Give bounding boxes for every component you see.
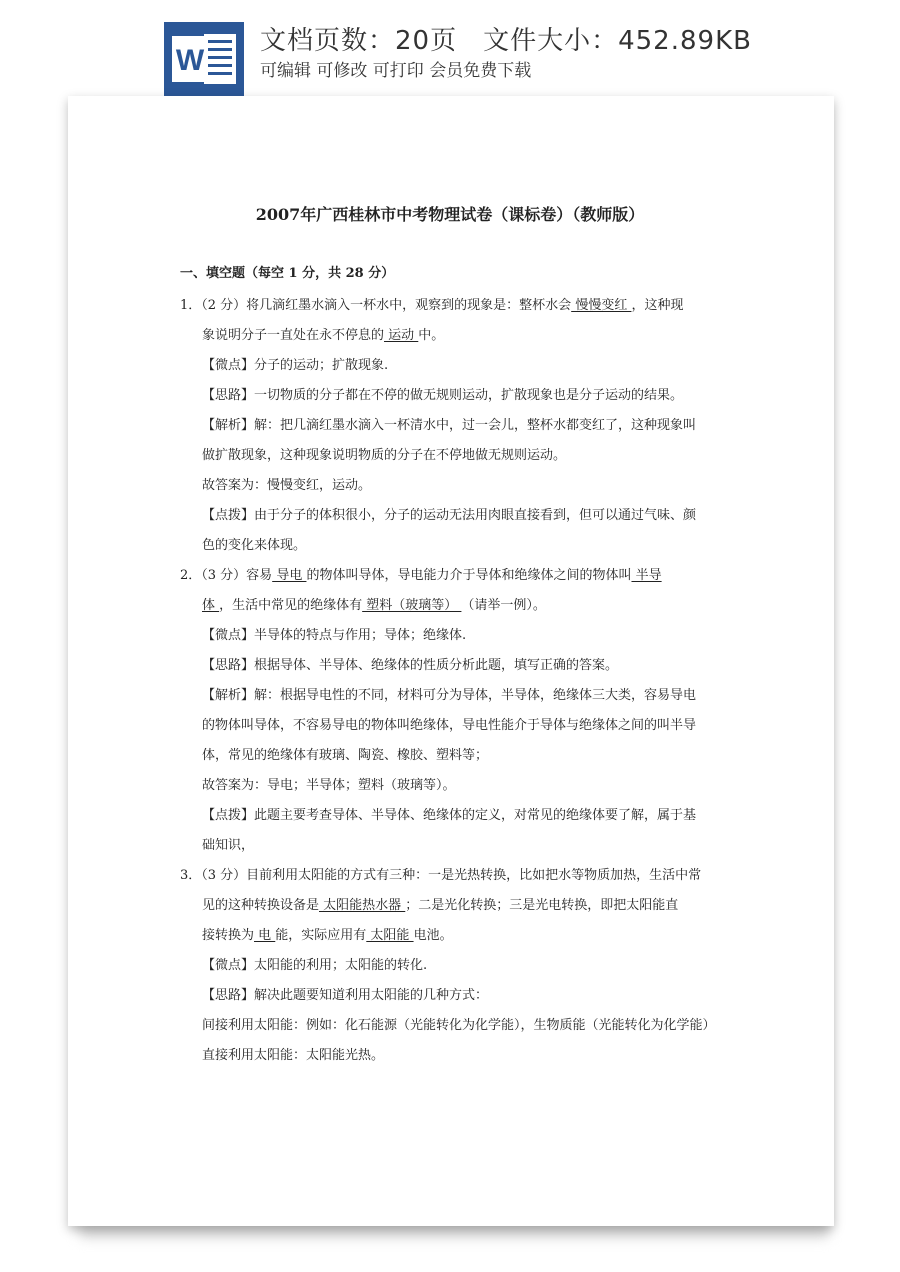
q2-answer: 故答案为：导电；半导体；塑料（玻璃等）。 — [202, 778, 456, 793]
q3-example-1: 间接利用太阳能：例如：化石能源（光能转化为化学能），生物质能（光能转化为化学能） — [202, 1018, 716, 1033]
word-document-icon — [164, 22, 244, 96]
q3-silu: 【思路】解决此题要知道利用太阳能的几种方式： — [202, 988, 489, 1003]
q2-weidian: 【微点】半导体的特点与作用；导体；绝缘体. — [202, 628, 467, 643]
q3-text: 能，实际应用有 — [275, 928, 367, 943]
q1-dianbo-1: 【点拨】由于分子的体积很小，分子的运动无法用肉眼直接看到，但可以通过气味、颜 — [202, 508, 697, 523]
q2-jiexi-2: 的物体叫导体，不容易导电的物体叫绝缘体，导电性能介于导体与绝缘体之间的叫半导 — [202, 718, 697, 733]
doc-title: 2007年广西桂林市中考物理试卷（课标卷）（教师版） — [255, 205, 645, 224]
q1-text: 中。 — [418, 328, 445, 343]
q2-answer-2: 半导 — [631, 568, 662, 583]
q1-silu: 【思路】一切物质的分子都在不停的做无规则运动，扩散现象也是分子运动的结果。 — [202, 388, 684, 403]
word-icon-letter: W — [175, 44, 205, 77]
q2-silu: 【思路】根据导体、半导体、绝缘体的性质分析此题，填写正确的答案。 — [202, 658, 619, 673]
q2-text: （请举一例）。 — [461, 598, 546, 613]
q1-dianbo-2: 色的变化来体现。 — [202, 538, 307, 553]
q2-line1 — [180, 568, 662, 584]
q2-jiexi-3: 体，常见的绝缘体有玻璃、陶瓷、橡胶、塑料等； — [202, 748, 489, 763]
q2-answer-1: 导电 — [272, 568, 307, 583]
q3-text: 接转换为 — [202, 928, 255, 943]
q1-weidian: 【微点】分子的运动；扩散现象. — [202, 358, 389, 373]
q1-jiexi-1: 【解析】解：把几滴红墨水滴入一杯清水中，过一会儿，整杯水都变红了，这种现象叫 — [202, 418, 697, 433]
q2-dianbo-1: 【点拨】此题主要考查导体、半导体、绝缘体的定义，对常见的绝缘体要了解，属于基 — [202, 808, 697, 823]
q2-jiexi-1: 【解析】解：根据导电性的不同，材料可分为导体，半导体，绝缘体三大类，容易导电 — [202, 688, 697, 703]
q1-answer: 故答案为：慢慢变红，运动。 — [202, 478, 372, 493]
q3-line1: 3．（3 分）目前利用太阳能的方式有三种：一是光热转换，比如把水等物质加热，生活中常 — [180, 868, 702, 883]
q3-text: ；二是光化转换；三是光电转换，即把太阳能直 — [405, 898, 679, 913]
q3-weidian: 【微点】太阳能的利用；太阳能的转化. — [202, 958, 428, 973]
q2-text: 2．（3 分）容易 — [180, 568, 273, 583]
q2-text: ，生活中常见的绝缘体有 — [219, 598, 363, 613]
q1-answer-2: 运动 — [384, 328, 419, 343]
q3-text: 见的这种转换设备是 — [202, 898, 320, 913]
q2-answer-2-cont: 体 — [202, 598, 220, 613]
page-count-label: 文档页数：20页 — [260, 26, 458, 56]
q2-dianbo-2: 础知识， — [202, 838, 255, 853]
q3-line2 — [202, 898, 678, 914]
q2-answer-3: 塑料（玻璃等） — [362, 598, 462, 613]
q1-text: 象说明分子一直处在永不停息的 — [202, 328, 385, 343]
header-features: 可编辑 可修改 可打印 会员免费下载 — [260, 61, 532, 81]
q2-line2 — [202, 598, 546, 614]
q1-answer-1: 慢慢变红 — [571, 298, 632, 313]
q3-answer-3: 太阳能 — [366, 928, 414, 943]
header-info — [260, 20, 752, 57]
q1-line2 — [202, 328, 444, 344]
q1-text: 1．（2 分）将几滴红墨水滴入一杯水中，观察到的现象是：整杯水会 — [180, 298, 572, 313]
q3-answer-1: 太阳能热水器 — [319, 898, 406, 913]
q1-jiexi-2: 做扩散现象，这种现象说明物质的分子在不停地做无规则运动。 — [202, 448, 567, 463]
q2-text: 的物体叫导体，导电能力介于导体和绝缘体之间的物体叫 — [306, 568, 632, 583]
q3-example-2: 直接利用太阳能：太阳能光热。 — [202, 1048, 385, 1063]
file-size-label: 文件大小：452.89KB — [483, 26, 752, 56]
q3-answer-2: 电 — [254, 928, 276, 943]
q3-line3 — [202, 928, 453, 944]
q3-text: 电池。 — [413, 928, 453, 943]
q1-text: ，这种现 — [631, 298, 684, 313]
q1-line1 — [180, 298, 683, 314]
section-heading: 一、填空题（每空 1 分，共 28 分） — [180, 266, 395, 281]
